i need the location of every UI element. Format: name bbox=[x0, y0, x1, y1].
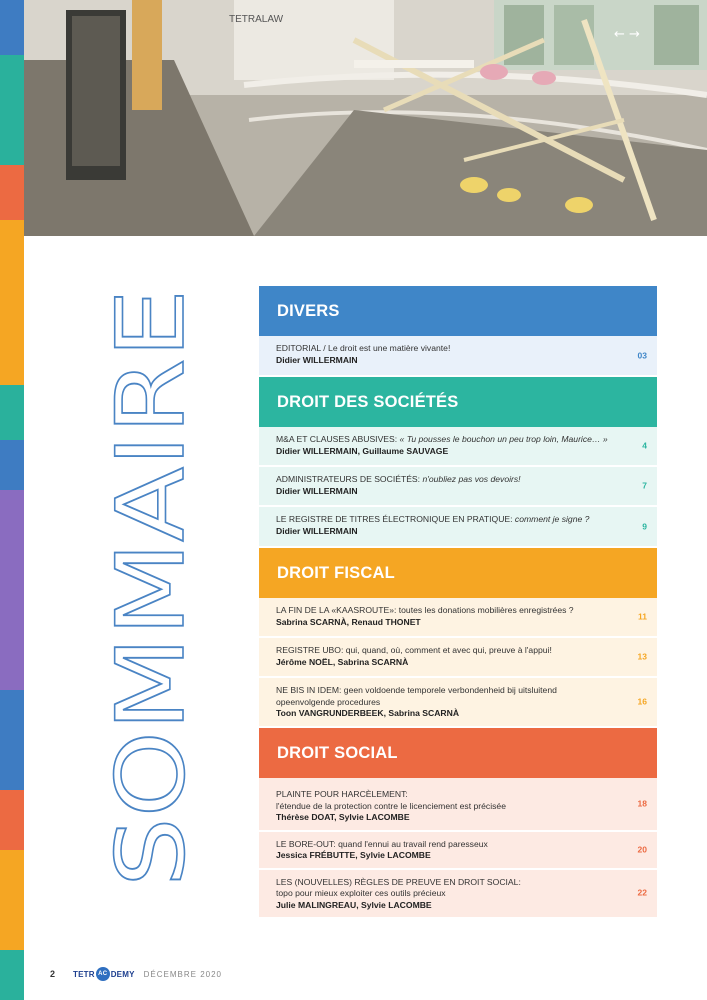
entry-authors: Toon VANGRUNDERBEEK, Sabrina SCARNÀ bbox=[276, 708, 460, 718]
toc-entry-kaasroute[interactable] bbox=[259, 598, 657, 638]
entry-title: PLAINTE POUR HARCÈLEMENT: bbox=[276, 789, 408, 799]
entry-page: 18 bbox=[637, 798, 647, 808]
entry-title-line2: opeenvolgende procedures bbox=[276, 696, 381, 707]
toc-entry-harcelement[interactable] bbox=[259, 778, 657, 832]
entry-authors: Thérèse DOAT, Sylvie LACOMBE bbox=[276, 812, 410, 822]
entry-page: 7 bbox=[642, 480, 647, 491]
toc-entry-ne-bis-in-idem[interactable] bbox=[259, 678, 657, 728]
entry-title: LES (NOUVELLES) RÈGLES DE PREUVE EN DROIT SOCIAL: bbox=[276, 876, 521, 887]
entry-authors: Didier WILLERMAIN, Guillaume SAUVAGE bbox=[276, 445, 449, 456]
photo-signage: TETRALAW bbox=[229, 14, 284, 25]
toc-entry-regles-de-preuve[interactable] bbox=[259, 870, 657, 920]
left-color-strip bbox=[0, 0, 24, 1000]
section-header-droit-des-societes: DROIT DES SOCIÉTÉS bbox=[259, 377, 657, 427]
entry-title-line2: l'étendue de la protection contre le licenciement est précisée bbox=[276, 800, 506, 811]
tetracademy-logo: TETR AC DEMY bbox=[73, 967, 135, 981]
entry-title: M&A ET CLAUSES ABUSIVES: « Tu pousses le bouchon un peu trop loin, Maurice… » bbox=[276, 434, 608, 444]
entry-title: REGISTRE UBO: qui, quand, où, comment et avec qui, preuve à l'appui! bbox=[276, 645, 552, 655]
gear-icon: AC bbox=[96, 967, 110, 981]
entry-title: LE REGISTRE DE TITRES ÉLECTRONIQUE EN PRATIQUE: comment je signe ? bbox=[276, 514, 590, 524]
entry-page: 4 bbox=[642, 440, 647, 451]
entry-title-line2: topo pour mieux exploiter ces outils précieux bbox=[276, 888, 446, 898]
entry-page: 03 bbox=[637, 349, 647, 360]
sommaire-title bbox=[97, 287, 206, 887]
entry-page: 20 bbox=[637, 843, 647, 854]
entry-authors: Jérôme NOËL, Sabrina SCARNÀ bbox=[276, 656, 409, 667]
toc-entry-administrateurs[interactable] bbox=[259, 467, 657, 507]
entry-title: LE BORE-OUT: quand l'ennui au travail rend paresseux bbox=[276, 838, 488, 849]
entry-authors: Didier WILLERMAIN bbox=[276, 354, 358, 365]
entry-authors: Didier WILLERMAIN bbox=[276, 525, 358, 536]
entry-title: LA FIN DE LA «KAASROUTE»: toutes les donations mobilières enregistrées ? bbox=[276, 605, 574, 615]
section-header-droit-fiscal: DROIT FISCAL bbox=[259, 548, 657, 598]
entry-page: 13 bbox=[637, 651, 647, 662]
entry-title: NE BIS IN IDEM: geen voldoende temporele verbondenheid bij uitsluitend bbox=[276, 685, 557, 695]
entry-title: EDITORIAL / Le droit est une matière vivante! bbox=[276, 343, 451, 353]
toc-entry-bore-out[interactable] bbox=[259, 832, 657, 870]
entry-page: 16 bbox=[637, 696, 647, 707]
entry-authors: Jessica FRÉBUTTE, Sylvie LACOMBE bbox=[276, 850, 431, 860]
toc-entry-registre-titres[interactable] bbox=[259, 507, 657, 548]
entry-authors: Sabrina SCARNÀ, Renaud THONET bbox=[276, 616, 421, 627]
toc-entry-ma-clauses[interactable] bbox=[259, 427, 657, 467]
section-header-droit-social: DROIT SOCIAL bbox=[259, 728, 657, 778]
entry-authors: Julie MALINGREAU, Sylvie LACOMBE bbox=[276, 899, 432, 910]
footer bbox=[50, 964, 222, 984]
entry-page: 22 bbox=[637, 887, 647, 898]
photo-arrows: ← → bbox=[614, 27, 640, 42]
section-header-divers: DIVERS bbox=[259, 286, 657, 336]
table-of-contents bbox=[259, 286, 657, 919]
page-number: 2 bbox=[50, 969, 56, 979]
entry-authors: Didier WILLERMAIN bbox=[276, 485, 358, 496]
toc-entry-editorial[interactable] bbox=[259, 336, 657, 377]
entry-page: 9 bbox=[642, 520, 647, 531]
office-photo bbox=[24, 0, 707, 236]
sommaire-text: SOMMAIRE bbox=[97, 374, 206, 887]
entry-page: 11 bbox=[638, 611, 647, 622]
issue-date: DÉCEMBRE 2020 bbox=[143, 969, 222, 979]
toc-entry-registre-ubo[interactable] bbox=[259, 638, 657, 678]
entry-title: ADMINISTRATEURS DE SOCIÉTÉS: n'oubliez pas vos devoirs! bbox=[276, 474, 521, 484]
